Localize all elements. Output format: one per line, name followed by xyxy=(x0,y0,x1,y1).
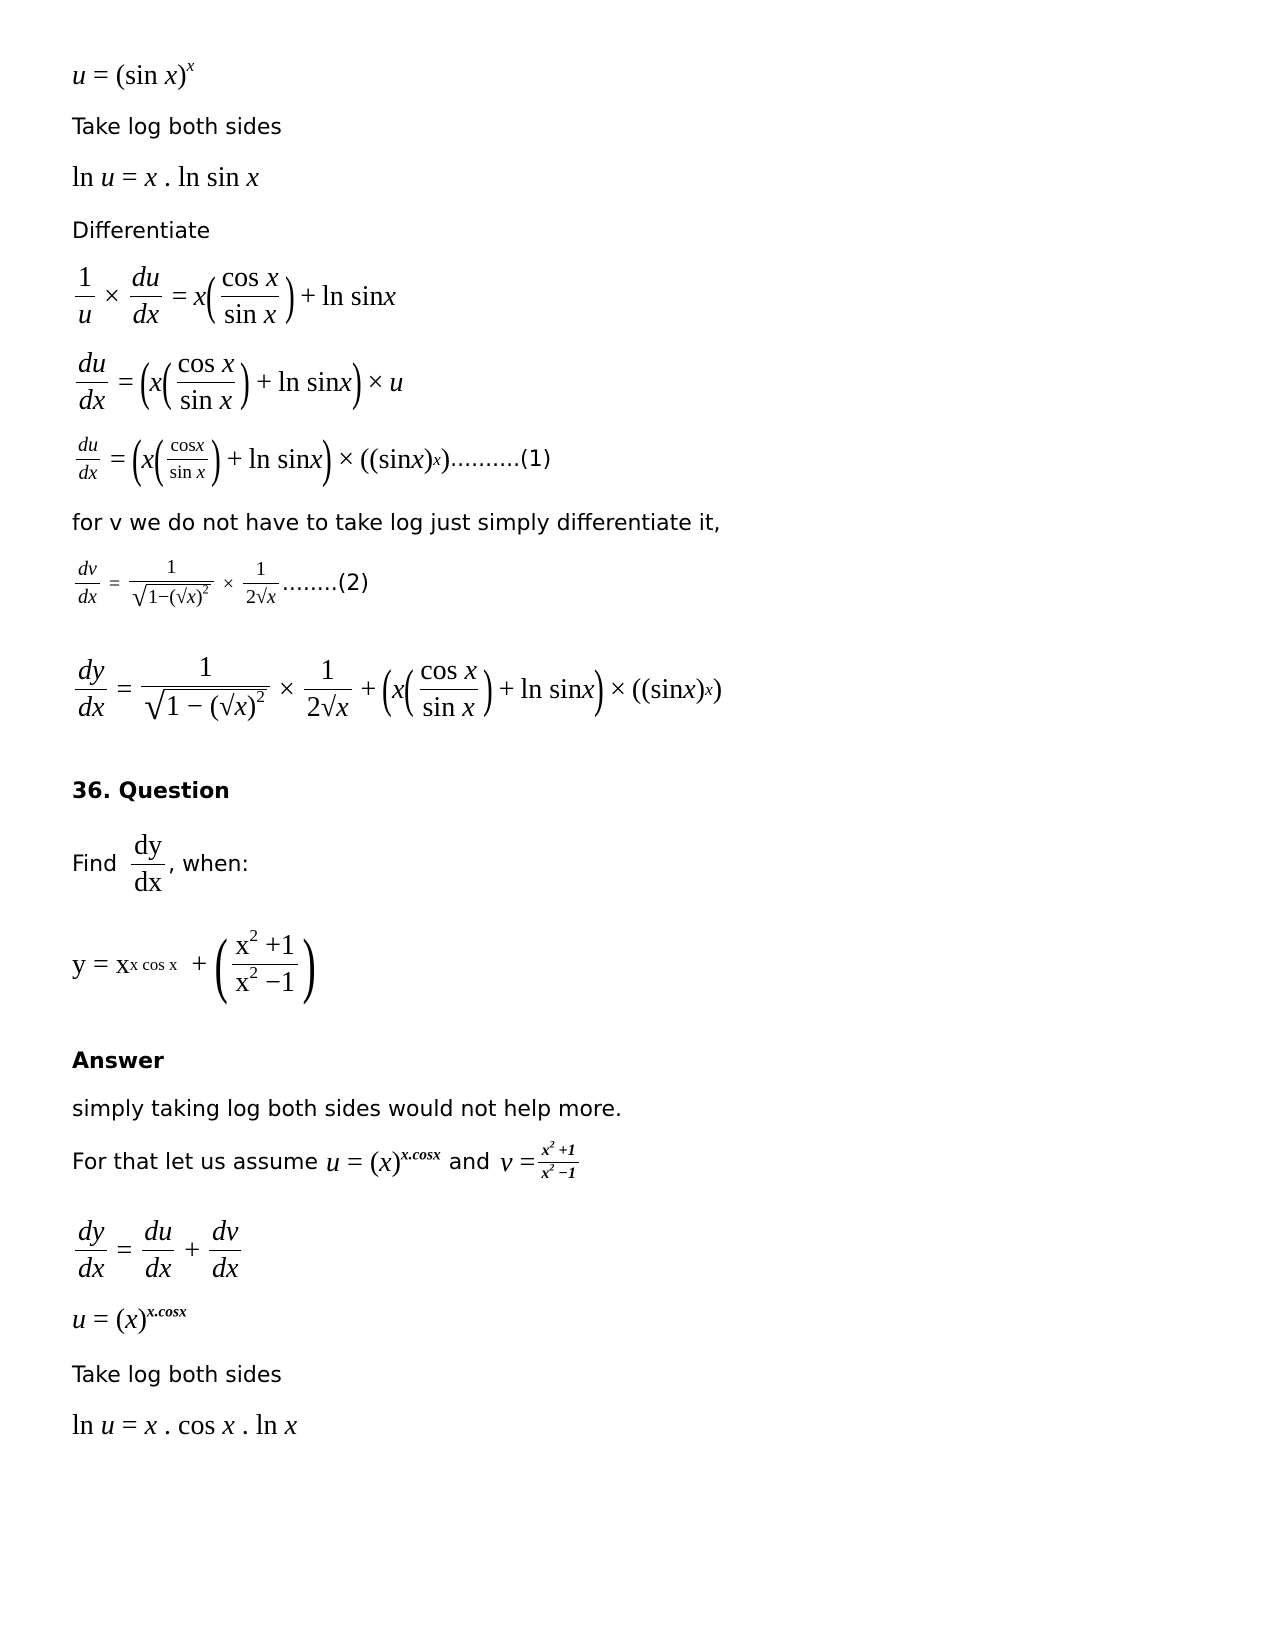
equation-dv-dx: $\frac{dv}{dx}$ = 1 √ $1-(√x)^2$ × $\frac{1}{2√x}$ ........(2) xyxy=(72,556,369,611)
text-take-log-1: Take log both sides xyxy=(72,115,282,140)
equation-ln-u-2: ln u = x . cos x . ln x xyxy=(72,1410,297,1441)
text-take-log-2: Take log both sides xyxy=(72,1363,282,1388)
text-simply-taking: simply taking log both sides would not help more. xyxy=(72,1097,623,1122)
question-find-line: Find $\frac{dy}{dx}$ , when: xyxy=(72,830,249,899)
equation-ln-u: ln u = x . ln sin x xyxy=(72,162,259,193)
question-equation: y = x x cos x + ( $\frac{x^2 +1}{x^2 -1}$ ) xyxy=(72,923,316,1005)
equation-dy-dx-final: $\frac{dy}{dx}$ = 1 √ $1 - (√x)^2$ × $\frac{1}{2√x}$ + ( x ( $\frac{\text{cos x}}{\text{sin x}}$ ) + ln sin x ) × ((sin x ) x ) xyxy=(72,652,722,727)
when-text: , when: xyxy=(168,851,249,877)
equation-derivative-3: $\frac{du}{dx}$ = ( x ( $\frac{\cos x}{\text{sin x}}$ ) + ln sin x ) × ((sin x ) x ) ..........(1) xyxy=(72,434,551,485)
find-text: Find xyxy=(72,851,118,877)
assume-text: For that let us assume xyxy=(72,1149,319,1175)
question-heading: 36. Question xyxy=(72,779,230,804)
equation-label-2: ........(2) xyxy=(281,570,369,596)
equation-u-definition-2: $u = (x)^{x.cosx}$ xyxy=(72,1303,187,1335)
equation-label-1: ..........(1) xyxy=(450,446,552,472)
text-differentiate: Differentiate xyxy=(72,219,211,244)
equation-sum-rule: $\frac{dy}{dx}$ = $\frac{du}{dx}$ + $\frac{dv}{dx}$ xyxy=(72,1216,244,1285)
text-for-v: for v we do not have to take log just simply differentiate it, xyxy=(72,511,721,536)
answer-heading: Answer xyxy=(72,1049,164,1074)
text-assume-line: For that let us assume $u = (x)^{x.cosx}$ and v = $\frac{x^2 +1}{x^2 -1}$ xyxy=(72,1142,582,1184)
equation-u-definition: u = (sin x)$^x$ xyxy=(72,55,195,91)
equation-derivative-1: $\frac{1}{u}$ × $\frac{du}{dx}$ = x ( $\frac{\text{cos x}}{\text{sin x}}$ ) + ln sin x xyxy=(72,262,396,331)
equation-derivative-2: $\frac{du}{dx}$ = ( x ( $\frac{\text{cos x}}{\text{sin x}}$ ) + ln sin x ) × u xyxy=(72,348,403,417)
and-text: and xyxy=(448,1149,491,1175)
